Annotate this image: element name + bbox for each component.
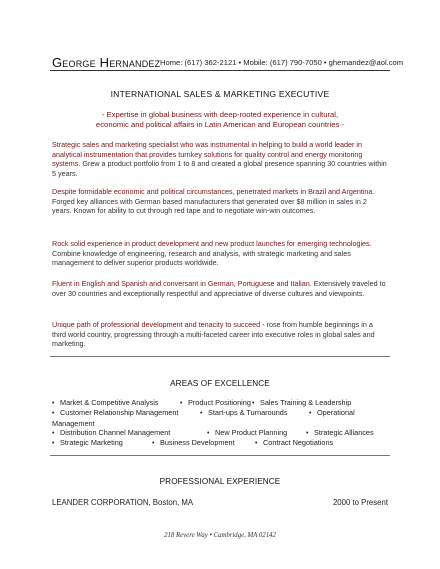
summary-text: Forged key alliances with German based manufacturers that generated over $8 million in sales in 2 years. Known for ability to cut through red tape and to negotiate win-win outcomes. — [52, 196, 367, 216]
skills-row — [52, 438, 392, 448]
summary-lead: Unique path of professional development and tenacity to succeed — [52, 320, 261, 329]
address-footer: 218 Revere Way • Cambridge, MA 02142 — [164, 532, 276, 539]
bullet-icon: • — [309, 410, 312, 417]
candidate-name: George Hernandez — [52, 55, 161, 70]
skill-item: • Distribution Channel Management — [52, 428, 171, 437]
bullet-icon: • — [52, 440, 55, 447]
expertise-statement: - Expertise in global business with deep-rooted experience in cultural, economic and political affairs in Latin American and European countries - — [95, 110, 345, 129]
section-divider — [50, 455, 390, 456]
headline-title: INTERNATIONAL SALES & MARKETING EXECUTIVE — [110, 89, 330, 99]
bullet-icon: • — [52, 430, 55, 437]
summary-text: Grew a product portfolio from 1 to 8 and created a global presence spanning 30 countries within 5 years. — [52, 159, 387, 178]
summary-paragraph-4 — [52, 279, 388, 298]
summary-paragraph-5 — [52, 320, 388, 349]
summary-text: Combine knowledge of engineering, research and analysis, with strategic marketing and sales management to deliver superior products worldwide. — [52, 248, 351, 268]
summary-text: - rose from humble beginnings in a third world country, progressing through a multi-faceted career into executive roles in global sales and marketing. — [52, 320, 375, 349]
bullet-icon: • — [152, 440, 155, 447]
excellence-heading: AREAS OF EXCELLENCE — [170, 379, 270, 388]
summary-text: Extensively traveled to over 30 countries and exceptionally respectful and appreciative of diverse cultures and viewpoints. — [52, 279, 386, 298]
bullet-icon: • — [207, 430, 210, 437]
header-divider — [50, 70, 390, 71]
bullet-icon: • — [200, 410, 203, 417]
skills-row — [52, 398, 392, 408]
summary-lead: Fluent in English and Spanish and conversant in German, Portuguese and Italian. — [52, 279, 312, 288]
bullet-icon: • — [52, 400, 55, 407]
contact-info: Home: (617) 362-2121 • Mobile: (617) 790-7050 • ghernandez@aol.com — [160, 58, 404, 67]
skill-item: • Strategic Alliances — [306, 428, 374, 437]
bullet-icon: • — [252, 400, 255, 407]
skills-grid — [52, 398, 392, 448]
company-name: LEANDER CORPORATION, Boston, MA — [52, 498, 194, 507]
skill-item: • New Product Planning — [207, 428, 288, 437]
bullet-icon: • — [255, 440, 258, 447]
skill-item: • Operational Management — [52, 408, 355, 428]
section-divider — [50, 356, 390, 357]
job-dates: 2000 to Present — [332, 498, 388, 507]
summary-paragraph-3 — [52, 239, 388, 268]
skills-row — [52, 428, 392, 438]
skill-item: • Product Positioning — [180, 398, 251, 407]
summary-paragraph-2 — [52, 187, 388, 216]
skill-item: • Market & Competitive Analysis — [52, 398, 159, 407]
summary-lead: Despite formidable economic and political circumstances, penetrated markets in Brazil and Argentina. — [52, 187, 375, 196]
bullet-icon: • — [52, 410, 55, 417]
bullet-icon: • — [306, 430, 309, 437]
skill-item: • Contract Negotiations — [255, 438, 334, 447]
skill-item: • Sales Training & Leadership — [252, 398, 352, 407]
experience-heading: PROFESSIONAL EXPERIENCE — [159, 477, 281, 486]
summary-lead: Strategic sales and marketing specialist who was instrumental in helping to build a world leader in analytical instrumentation that provides turnkey solutions for quality control and energy monitoring systems. — [52, 140, 363, 169]
summary-paragraph-1 — [52, 140, 388, 178]
summary-lead: Rock solid experience in product development and new product launches for emerging technologies. — [52, 239, 372, 248]
bullet-icon: • — [180, 400, 183, 407]
skills-row — [52, 408, 392, 428]
skill-item: • Business Development — [152, 438, 235, 447]
skill-item: • Start-ups & Turnarounds — [200, 408, 288, 417]
skill-item: • Strategic Marketing — [52, 438, 123, 447]
skill-item: • Customer Relationship Management — [52, 408, 179, 417]
